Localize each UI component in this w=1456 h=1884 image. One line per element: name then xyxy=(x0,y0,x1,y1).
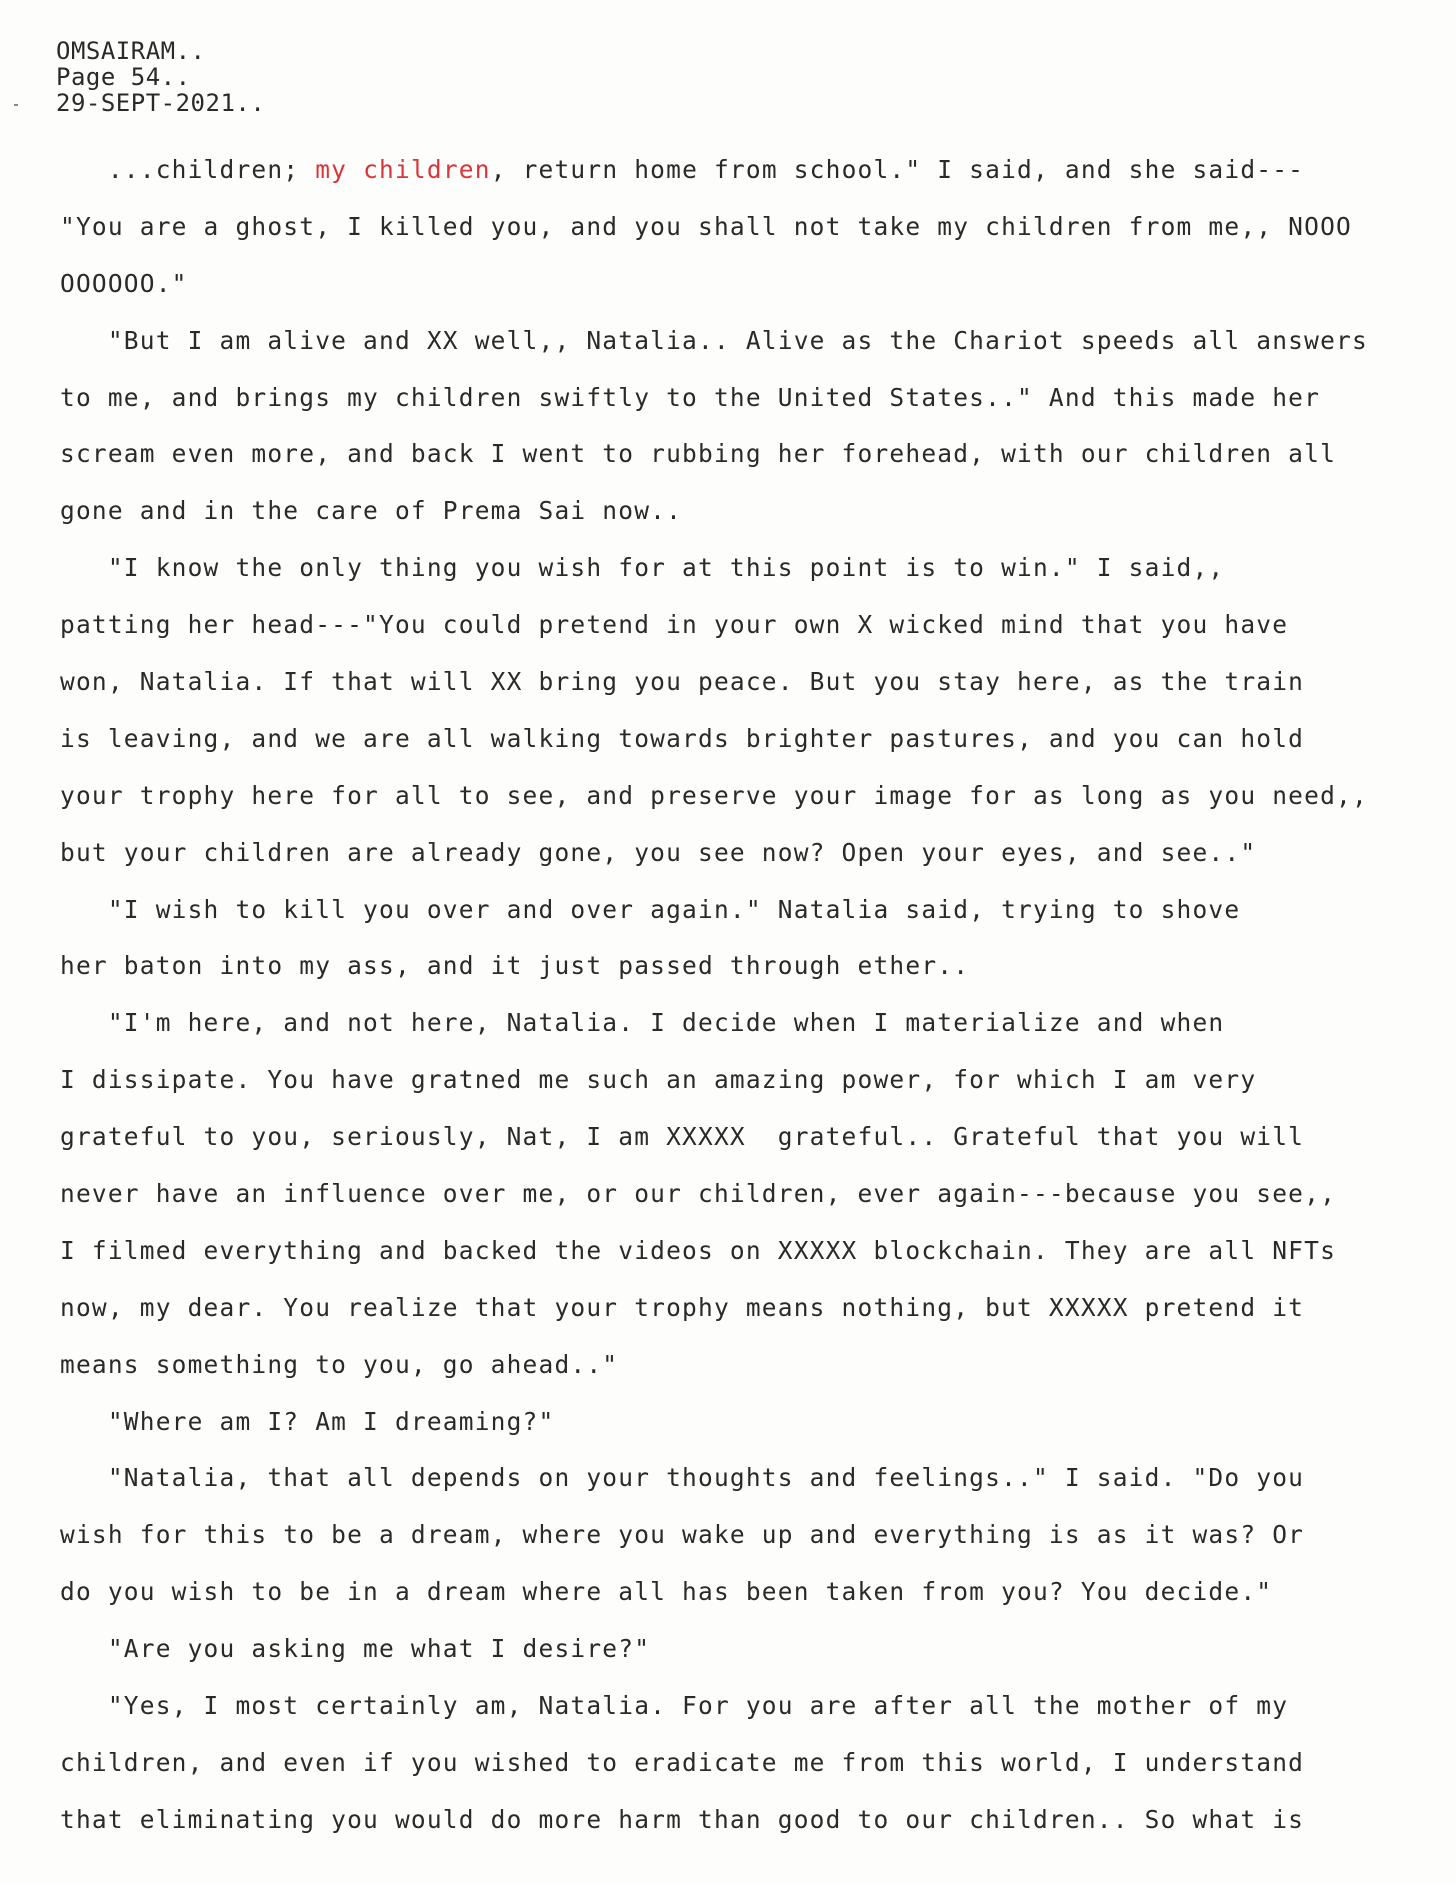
text-line: "You are a ghost, I killed you, and you shall not take my children from me,, NOOO xyxy=(60,211,1352,241)
text-line: your trophy here for all to see, and preserve your image for as long as you need,, xyxy=(60,780,1368,810)
text-line: "Natalia, that all depends on your thoughts and feelings.." I said. "Do you xyxy=(60,1463,1305,1493)
text-line: her baton into my ass, and it just passed through ether.. xyxy=(60,951,970,981)
text-line: never have an influence over me, or our children, ever again---because you see,, xyxy=(60,1179,1337,1209)
text-line xyxy=(60,142,1440,199)
header-page-number: Page 54.. xyxy=(56,63,191,91)
text-line: now, my dear. You realize that your trophy means nothing, but XXXXX pretend it xyxy=(60,1292,1305,1322)
text-line: but your children are already gone, you see now? Open your eyes, and see.." xyxy=(60,837,1257,867)
text-line: "But I am alive and XX well,, Natalia.. Alive as the Chariot speeds all answers xyxy=(60,325,1368,355)
text-line: grateful to you, seriously, Nat, I am XXXXX grateful.. Grateful that you will xyxy=(60,1122,1305,1152)
text-line: won, Natalia. If that will XX bring you peace. But you stay here, as the train xyxy=(60,667,1305,697)
text-line: OOOOOO." xyxy=(60,268,188,298)
red-text-segment: my children xyxy=(315,155,491,184)
text-line: scream even more, and back I went to rubbing her forehead, with our children all xyxy=(60,439,1337,469)
text-segment: ...children; xyxy=(60,155,316,184)
text-line: is leaving, and we are all walking towards brighter pastures, and you can hold xyxy=(60,723,1305,753)
text-line: "I'm here, and not here, Natalia. I decide when I materialize and when xyxy=(60,1008,1225,1038)
text-line: I filmed everything and backed the videos on XXXXX blockchain. They are all NFTs xyxy=(60,1235,1337,1265)
page-header xyxy=(56,38,265,116)
text-line: means something to you, go ahead.." xyxy=(60,1349,619,1379)
text-segment: , return home from school." I said, and she said--- xyxy=(490,155,1305,184)
text-line: that eliminating you would do more harm than good to our children.. So what is xyxy=(60,1804,1305,1834)
text-line: gone and in the care of Prema Sai now.. xyxy=(60,496,683,526)
text-line: children, and even if you wished to eradicate me from this world, I understand xyxy=(60,1747,1305,1777)
text-line: "I know the only thing you wish for at this point is to win." I said,, xyxy=(60,553,1225,583)
text-line: to me, and brings my children swiftly to the United States.." And this made her xyxy=(60,382,1321,412)
text-line: patting her head---"You could pretend in your own X wicked mind that you have xyxy=(60,610,1289,640)
text-line: "Where am I? Am I dreaming?" xyxy=(60,1406,555,1436)
text-line: "I wish to kill you over and over again." Natalia said, trying to shove xyxy=(60,894,1241,924)
text-line: "Yes, I most certainly am, Natalia. For you are after all the mother of my xyxy=(60,1691,1289,1721)
text-line: do you wish to be in a dream where all has been taken from you? You decide." xyxy=(60,1577,1273,1607)
text-line: wish for this to be a dream, where you wake up and everything is as it was? Or xyxy=(60,1520,1305,1550)
body-text xyxy=(60,142,1440,1849)
header-date: 29-SEPT-2021.. xyxy=(56,89,266,117)
header-line-1: OMSAIRAM.. xyxy=(56,37,206,65)
text-line: "Are you asking me what I desire?" xyxy=(60,1634,651,1664)
margin-mark xyxy=(14,104,18,106)
text-line: I dissipate. You have gratned me such an amazing power, for which I am very xyxy=(60,1065,1257,1095)
